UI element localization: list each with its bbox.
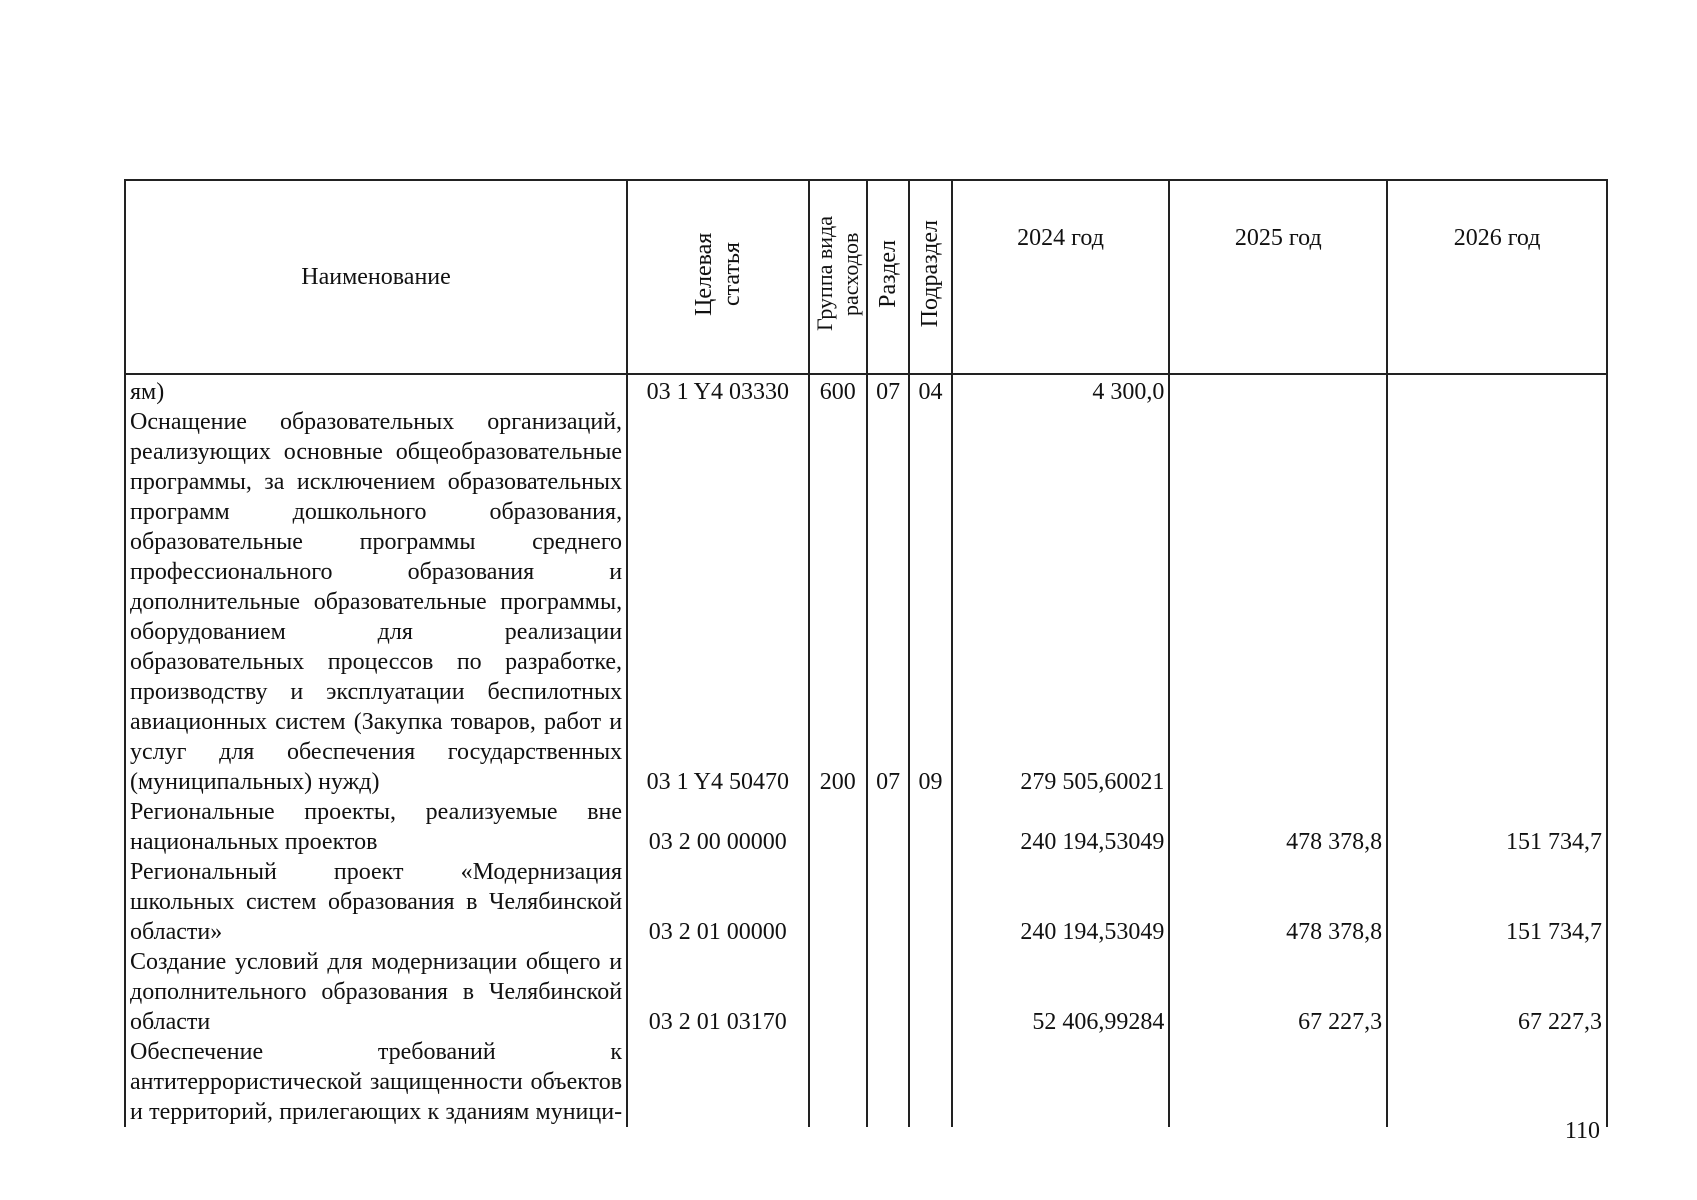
page-number: 110 bbox=[1564, 1118, 1600, 1144]
header-name: Наименование bbox=[125, 180, 627, 374]
row-2024: 240 194,53049 bbox=[952, 797, 1170, 857]
table-row bbox=[125, 797, 1607, 857]
row-2026: 151 734,7 bbox=[1387, 797, 1607, 857]
table-row bbox=[125, 857, 1607, 947]
row-subsection: 09 bbox=[909, 407, 951, 797]
row-2026 bbox=[1387, 1037, 1607, 1127]
row-subsection bbox=[909, 947, 951, 1037]
row-2026: 151 734,7 bbox=[1387, 857, 1607, 947]
table-row bbox=[125, 407, 1607, 797]
row-2026: 67 227,3 bbox=[1387, 947, 1607, 1037]
row-group bbox=[809, 947, 867, 1037]
table-row bbox=[125, 374, 1607, 407]
row-2025: 67 227,3 bbox=[1169, 947, 1387, 1037]
row-2025 bbox=[1169, 407, 1387, 797]
row-2025: 478 378,8 bbox=[1169, 797, 1387, 857]
row-group: 200 bbox=[809, 407, 867, 797]
row-section bbox=[867, 857, 909, 947]
header-subsection: Подраздел bbox=[909, 180, 951, 374]
row-name: Обеспечение требований к антитеррористической защищенности объектов и территорий, прилегающих к зданиям муници- bbox=[125, 1037, 627, 1127]
row-name: Региональные проекты, реализуемые вне национальных проектов bbox=[125, 797, 627, 857]
row-name: ям) bbox=[125, 374, 627, 407]
row-group bbox=[809, 797, 867, 857]
row-2026 bbox=[1387, 374, 1607, 407]
row-2025 bbox=[1169, 1037, 1387, 1127]
row-code: 03 2 01 00000 bbox=[627, 857, 808, 947]
row-2024: 279 505,60021 bbox=[952, 407, 1170, 797]
header-expense-group: Группа вида расходов bbox=[809, 180, 867, 374]
table-header-row bbox=[125, 180, 1607, 374]
row-group bbox=[809, 857, 867, 947]
row-section: 07 bbox=[867, 407, 909, 797]
row-2025: 478 378,8 bbox=[1169, 857, 1387, 947]
row-group: 600 bbox=[809, 374, 867, 407]
row-group bbox=[809, 1037, 867, 1127]
row-2026 bbox=[1387, 407, 1607, 797]
header-2024: 2024 год bbox=[952, 180, 1170, 374]
row-2024: 52 406,99284 bbox=[952, 947, 1170, 1037]
row-code: 03 1 Y4 50470 bbox=[627, 407, 808, 797]
row-code: 03 1 Y4 03330 bbox=[627, 374, 808, 407]
row-name: Создание условий для модернизации общего и дополнительного образования в Челябинской области bbox=[125, 947, 627, 1037]
row-subsection: 04 bbox=[909, 374, 951, 407]
row-name: Оснащение образовательных организаций, реализующих основные общеобразовательные программы, за исключением образовательных программ дошкольного образования, образовательные программы среднего профессионального образования и дополнительные образовательные программы, оборудованием для реализации образовательных процессов по разработке, производству и эксплуатации беспилотных авиационных систем (Закупка товаров, работ и услуг для обеспечения государственных (муниципальных) нужд) bbox=[125, 407, 627, 797]
row-code: 03 2 00 00000 bbox=[627, 797, 808, 857]
header-2026: 2026 год bbox=[1387, 180, 1607, 374]
row-subsection bbox=[909, 797, 951, 857]
row-2024 bbox=[952, 1037, 1170, 1127]
row-2024: 240 194,53049 bbox=[952, 857, 1170, 947]
row-subsection bbox=[909, 857, 951, 947]
table-row bbox=[125, 1037, 1607, 1127]
row-2025 bbox=[1169, 374, 1387, 407]
header-target-article: Целевая статья bbox=[627, 180, 808, 374]
header-2025: 2025 год bbox=[1169, 180, 1387, 374]
header-section: Раздел bbox=[867, 180, 909, 374]
budget-table bbox=[124, 179, 1608, 1127]
row-section bbox=[867, 947, 909, 1037]
table-row bbox=[125, 947, 1607, 1037]
row-code bbox=[627, 1037, 808, 1127]
row-subsection bbox=[909, 1037, 951, 1127]
row-code: 03 2 01 03170 bbox=[627, 947, 808, 1037]
row-section: 07 bbox=[867, 374, 909, 407]
row-name: Региональный проект «Модернизация школьных систем образования в Челябинской области» bbox=[125, 857, 627, 947]
row-section bbox=[867, 797, 909, 857]
row-section bbox=[867, 1037, 909, 1127]
row-2024: 4 300,0 bbox=[952, 374, 1170, 407]
